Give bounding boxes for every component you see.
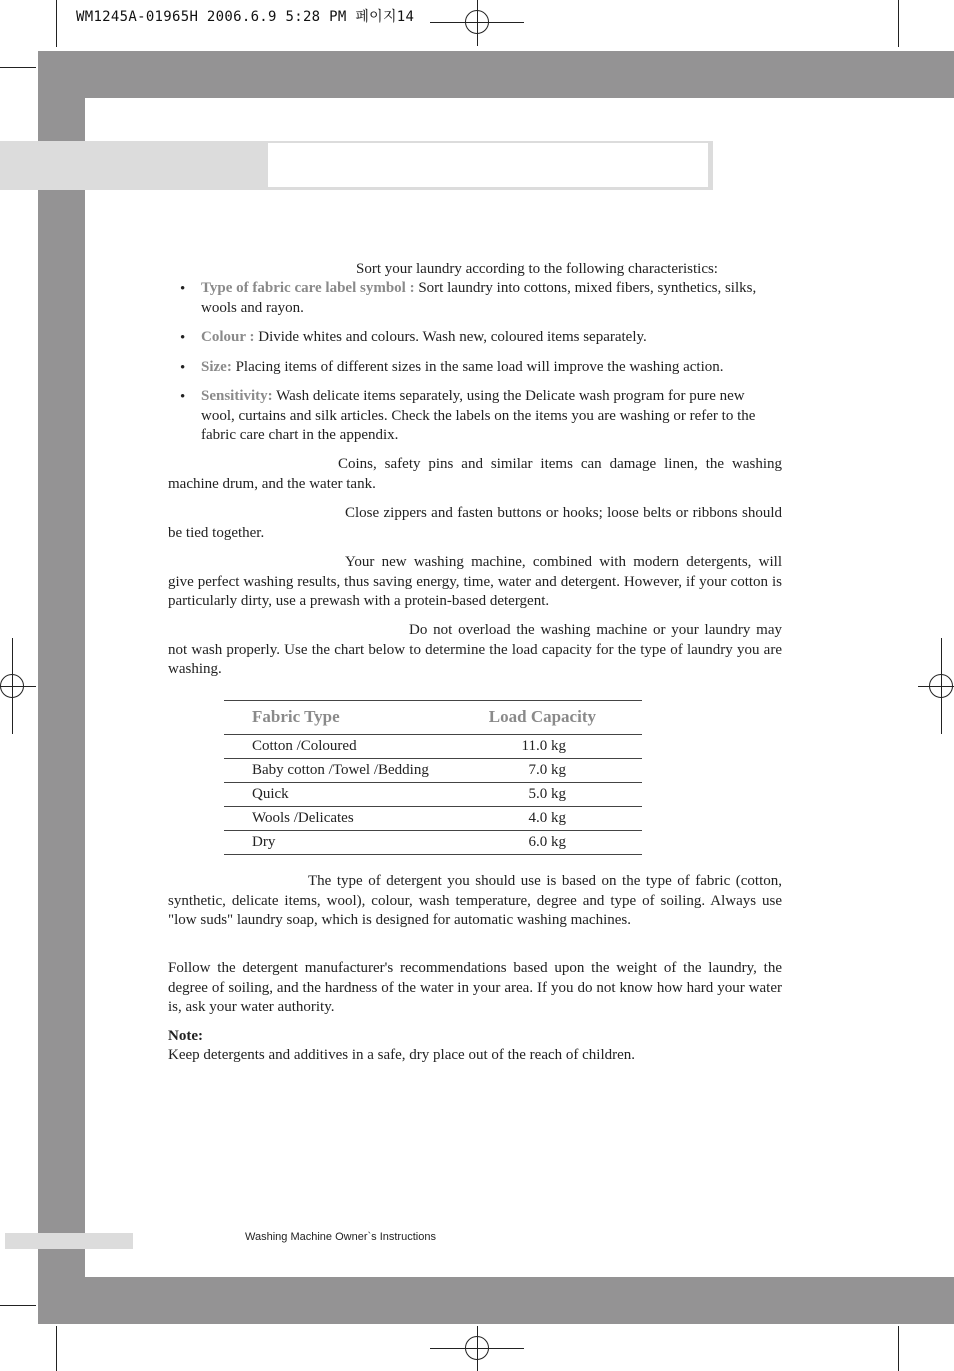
footer-tab (5, 1233, 133, 1249)
capacity-cell: 11.0 kg (521, 738, 566, 754)
note-label: Note: (168, 1028, 203, 1044)
list-item (180, 279, 780, 318)
load-capacity-table (224, 700, 642, 855)
intro-text: Sort your laundry according to the following characteristics: (356, 261, 718, 277)
crop-mark (898, 1326, 899, 1371)
print-header: WM1245A-01965H 2006.6.9 5:28 PM 페이지14 (76, 9, 415, 25)
load-paragraph: Do not overload the washing machine or your laundry may not wash properly. Use the chart below to determine the load capacity for the type of laundry you are washing. (168, 622, 782, 677)
pockets-paragraph: Coins, safety pins and similar items can damage linen, the washing machine drum, and the water tank. (168, 456, 782, 492)
list-item (180, 328, 780, 348)
registration-circle-icon (465, 1336, 489, 1360)
characteristics-list (180, 279, 780, 446)
capacity-cell: 5.0 kg (528, 786, 566, 802)
table-row (224, 807, 642, 831)
footer-text: Washing Machine Owner`s Instructions (245, 1231, 436, 1243)
list-item (180, 358, 780, 378)
bullet-text: Divide whites and colours. Wash new, coloured items separately. (254, 329, 647, 345)
registration-circle-icon (465, 10, 489, 34)
list-item (180, 387, 780, 446)
note-text: Keep detergents and additives in a safe, dry place out of the reach of children. (168, 1047, 636, 1063)
follow-paragraph: Follow the detergent manufacturer's recommendations based upon the weight of the laundry, the degree of soiling, and the hardness of the water in your area. If you do not know how hard your water is, ask your water authority. (168, 960, 782, 1015)
fabric-cell: Wools /Delicates (252, 810, 354, 826)
bullet-text: Sort laundry into cottons, mixed fibers, synthetics, silks, wools and rayon. (201, 280, 757, 316)
table-header (224, 700, 642, 735)
crop-mark (0, 1305, 36, 1306)
fabric-cell: Baby cotton /Towel /Bedding (252, 762, 429, 778)
capacity-cell: 6.0 kg (528, 834, 566, 850)
registration-circle-icon (0, 674, 24, 698)
crop-mark (56, 1326, 57, 1371)
crop-mark (898, 0, 899, 47)
crop-mark (0, 67, 36, 68)
detergent-paragraph: The type of detergent you should use is based on the type of fabric (cotton, synthetic, delicate items, wool), colour, wash temperature, degree and type of soiling. Always use "low suds" laundry soap, which is designed for automatic washing machines. (168, 873, 782, 928)
bullet-text: Wash delicate items separately, using the Delicate wash program for pure new wool, curtains and silk articles. Check the labels on the items you are washing or refer to the fabric care chart in the appendix. (201, 388, 756, 443)
frame-top (38, 51, 954, 98)
fabric-cell: Cotton /Coloured (252, 738, 357, 754)
table-row (224, 783, 642, 807)
bullet-label: Colour : (201, 329, 255, 345)
bullet-label: Type of fabric care label symbol : (201, 280, 415, 296)
fasteners-paragraph: Close zippers and fasten buttons or hooks; loose belts or ribbons should be tied together. (168, 505, 782, 541)
table-row (224, 735, 642, 759)
crop-mark (56, 0, 57, 47)
capacity-cell: 4.0 kg (528, 810, 566, 826)
frame-left (38, 51, 85, 1324)
frame-bottom (38, 1277, 954, 1324)
bullet-text: Placing items of different sizes in the same load will improve the washing action. (231, 358, 724, 375)
registration-circle-icon (929, 674, 953, 698)
bullet-label: Sensitivity: (201, 388, 273, 404)
table-row (224, 831, 642, 855)
prewash-paragraph: Your new washing machine, combined with modern detergents, will give perfect washing results, thus saving energy, time, water and detergent. However, if your cotton is particularly dirty, use a prewash with a protein-based detergent. (168, 554, 782, 609)
column-header-capacity: Load Capacity (488, 707, 596, 726)
column-header-fabric: Fabric Type (252, 707, 340, 726)
fabric-cell: Quick (252, 786, 289, 802)
table-row (224, 759, 642, 783)
title-box (268, 143, 708, 187)
bullet-label: Size: (201, 358, 232, 375)
capacity-cell: 7.0 kg (528, 762, 566, 778)
fabric-cell: Dry (252, 834, 276, 850)
